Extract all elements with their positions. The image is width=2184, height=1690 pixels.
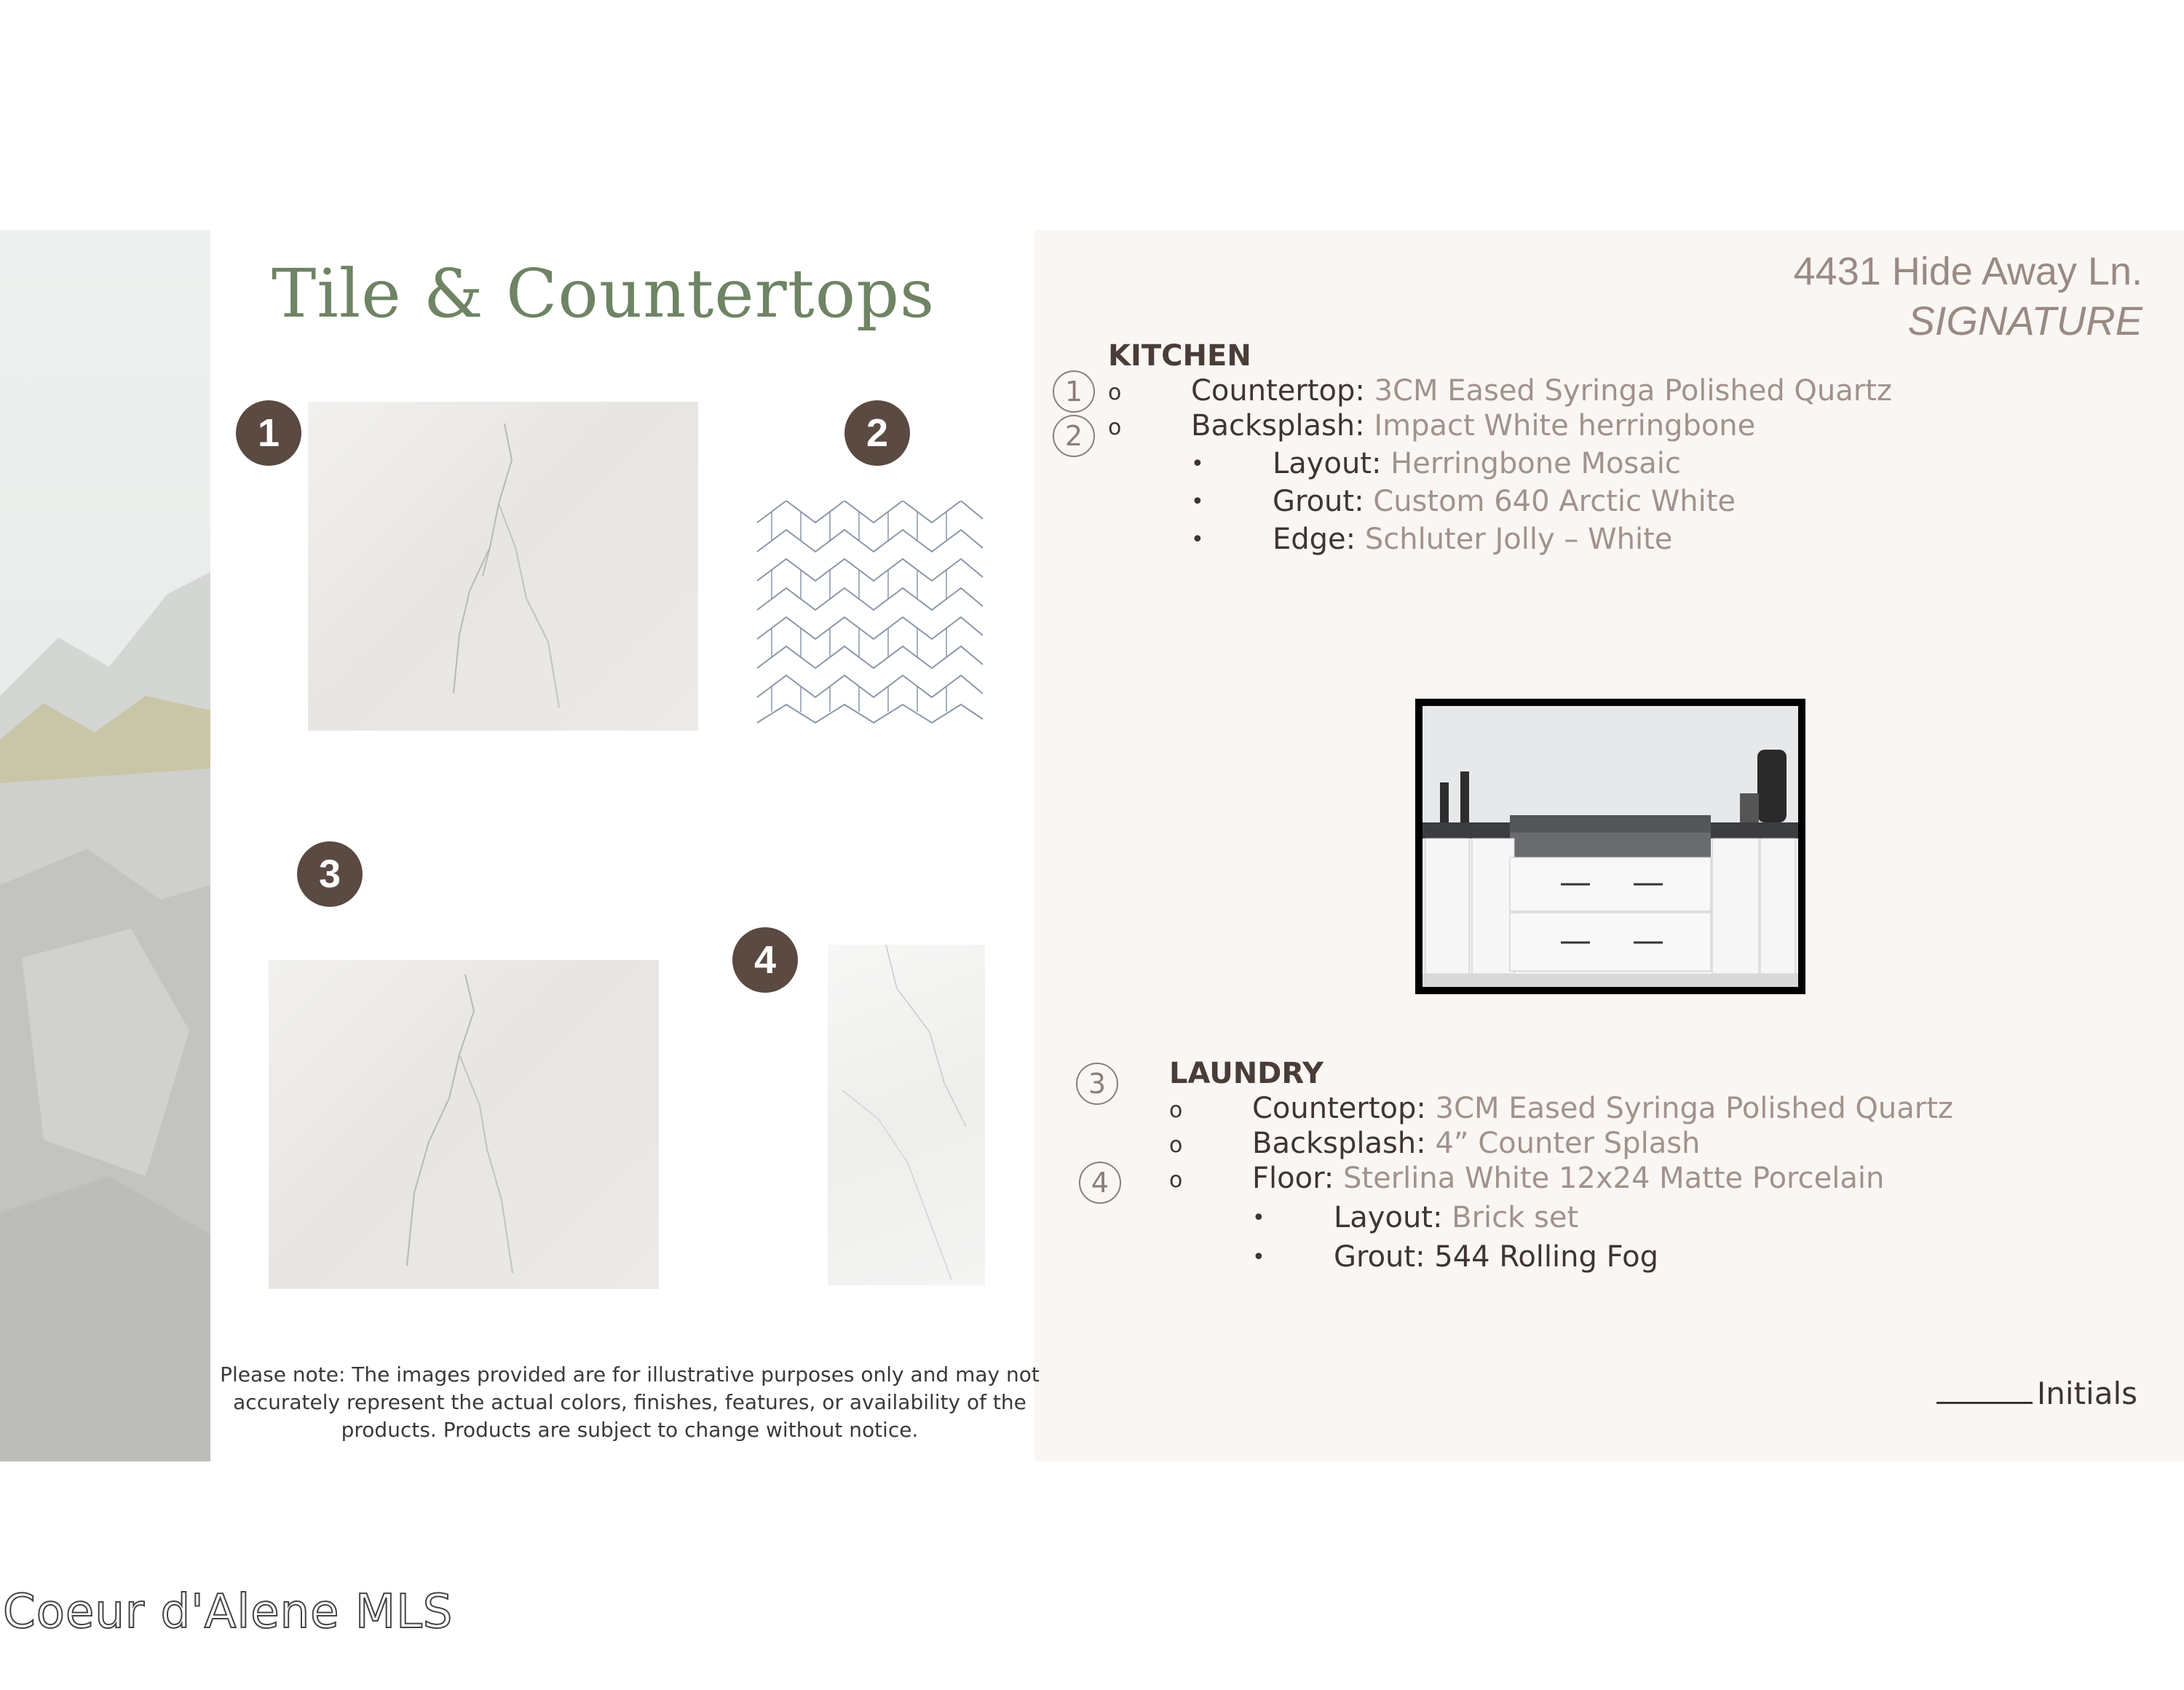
kitchen-ring-2: 2	[1053, 415, 1095, 457]
bullet-dot: •	[1252, 1205, 1265, 1231]
laundry-backsplash-line	[1252, 1127, 1700, 1160]
laundry-grout-line: Grout: 544 Rolling Fog	[1334, 1240, 1659, 1274]
quartz-countertop-swatch-3	[269, 960, 659, 1289]
laundry-layout-value: Brick set	[1452, 1201, 1579, 1234]
porcelain-floor-tile-swatch	[828, 945, 985, 1285]
mountain-landscape-image	[0, 230, 210, 1461]
laundry-heading: LAUNDRY	[1169, 1057, 1324, 1090]
laundry-layout-line	[1334, 1201, 1578, 1234]
bullet-circle: o	[1108, 415, 1122, 440]
bullet-circle: o	[1169, 1098, 1183, 1123]
laundry-backsplash-value: 4” Counter Splash	[1435, 1127, 1701, 1160]
bullet-dot: •	[1191, 451, 1204, 477]
bullet-dot: •	[1191, 527, 1204, 552]
quartz-countertop-swatch-1	[308, 402, 698, 731]
kitchen-heading: KITCHEN	[1108, 339, 1251, 373]
kitchen-layout-value: Herringbone Mosaic	[1390, 447, 1681, 480]
laundry-ring-4: 4	[1079, 1162, 1121, 1204]
badge-1: 1	[236, 400, 301, 466]
kitchen-countertop-value: 3CM Eased Syringa Polished Quartz	[1374, 374, 1892, 408]
initials-label: Initials	[2036, 1376, 2137, 1411]
badge-3: 3	[297, 841, 363, 907]
landscape-photo-strip	[0, 230, 210, 1461]
kitchen-backsplash-label: Backsplash:	[1191, 409, 1365, 443]
property-address: 4431 Hide Away Ln.	[1793, 250, 2143, 293]
laundry-countertop-value: 3CM Eased Syringa Polished Quartz	[1435, 1092, 1953, 1125]
disclaimer-text: Please note: The images provided are for illustrative purposes only and may not accurately represent the actual colors, finishes, features, or availability of the products. Products are subject to change without notice.	[220, 1362, 1040, 1442]
kitchen-edge-value: Schluter Jolly – White	[1364, 523, 1673, 556]
initials-field[interactable]	[1936, 1376, 2137, 1411]
bullet-circle: o	[1169, 1167, 1183, 1193]
badge-2: 2	[844, 400, 910, 466]
initials-blank-line[interactable]	[1936, 1402, 2033, 1404]
kitchen-countertop-line	[1191, 374, 1892, 408]
bullet-circle: o	[1169, 1132, 1183, 1158]
laundry-ring-3: 3	[1076, 1063, 1118, 1105]
kitchen-countertop-label: Countertop:	[1191, 374, 1365, 408]
badge-4: 4	[732, 927, 798, 993]
page-title: Tile & Countertops	[272, 255, 935, 333]
laundry-countertop-line	[1252, 1092, 1953, 1125]
kitchen-grout-line	[1273, 485, 1736, 518]
laundry-layout-label: Layout:	[1334, 1201, 1443, 1234]
laundry-countertop-label: Countertop:	[1252, 1092, 1426, 1125]
kitchen-ring-1: 1	[1053, 370, 1095, 413]
kitchen-layout-label: Layout:	[1273, 447, 1382, 480]
package-name: SIGNATURE	[1907, 298, 2143, 344]
kitchen-example-photo	[1415, 699, 1805, 994]
laundry-floor-line	[1252, 1162, 1884, 1195]
laundry-floor-value: Sterlina White 12x24 Matte Porcelain	[1343, 1162, 1885, 1195]
kitchen-grout-value: Custom 640 Arctic White	[1373, 485, 1736, 518]
kitchen-backsplash-line	[1191, 409, 1755, 443]
bullet-circle: o	[1108, 380, 1122, 405]
kitchen-edge-label: Edge:	[1273, 523, 1356, 556]
kitchen-grout-label: Grout:	[1273, 485, 1364, 518]
kitchen-edge-line	[1273, 523, 1672, 556]
mls-watermark: Coeur d'Alene MLS	[3, 1585, 454, 1639]
laundry-backsplash-label: Backsplash:	[1252, 1127, 1426, 1160]
kitchen-backsplash-value: Impact White herringbone	[1374, 409, 1756, 443]
herringbone-tile-swatch	[750, 501, 986, 728]
bullet-dot: •	[1191, 489, 1204, 515]
kitchen-layout-line	[1273, 447, 1681, 480]
bullet-dot: •	[1252, 1245, 1265, 1270]
laundry-floor-label: Floor:	[1252, 1162, 1334, 1195]
